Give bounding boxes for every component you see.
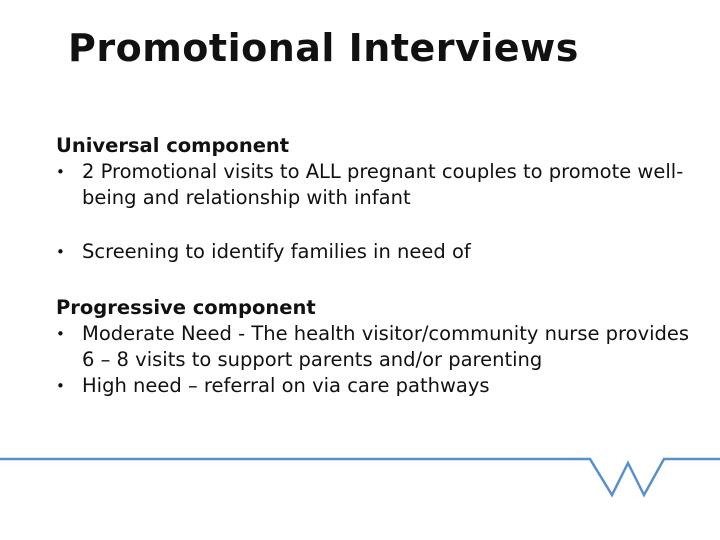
bullet-item [56,373,696,399]
bullet-item [56,321,696,373]
section-heading-universal: Universal component [56,134,290,157]
slide-title: Promotional Interviews [68,26,579,70]
footer-wave-line [0,459,720,495]
bullet-item [56,239,696,265]
bullet-text: Screening to identify families in need of [82,240,471,263]
footer-wave-decoration [0,440,720,510]
bullet-text: High need – referral on via care pathways [82,374,490,397]
bullet-icon: • [56,377,65,395]
bullet-text: Moderate Need - The health visitor/community nurse provides 6 – 8 visits to support parents and/or parenting [82,322,690,371]
bullet-list-progressive [56,321,696,399]
bullet-icon: • [56,163,65,181]
bullet-icon: • [56,243,65,261]
slide-body [56,133,696,399]
bullet-item [56,159,696,211]
bullet-icon: • [56,325,65,343]
section-heading-progressive: Progressive component [56,296,316,319]
bullet-list-universal [56,159,696,265]
bullet-text: 2 Promotional visits to ALL pregnant couples to promote well-being and relationship with infant [82,160,684,209]
